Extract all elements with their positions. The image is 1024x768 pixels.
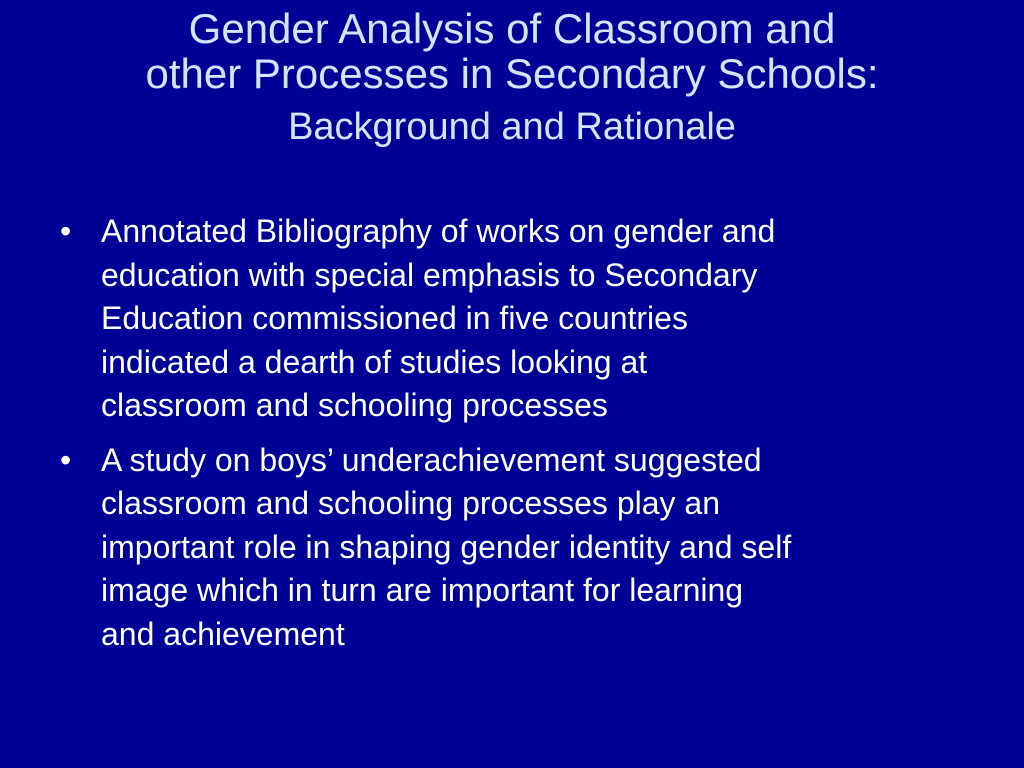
title-line-2: other Processes in Secondary Schools: (145, 50, 879, 97)
bullet-line: classroom and schooling processes (101, 387, 608, 423)
bullet-line: classroom and schooling processes play an (101, 485, 720, 521)
bullet-item-boys-study (60, 439, 1000, 657)
bullet-line: important role in shaping gender identity and self (101, 528, 792, 565)
bullet-text (101, 210, 1000, 428)
bullet-marker-icon: • (60, 213, 72, 249)
slide-title (40, 6, 984, 147)
bullet-line: and achievement (101, 615, 345, 652)
bullet-line: education with special emphasis to Secondary (101, 256, 758, 293)
title-line-1: Gender Analysis of Classroom and (188, 5, 836, 52)
title-subtitle: Background and Rationale (288, 106, 736, 148)
bullet-line: Annotated Bibliography of works on gender and (101, 213, 776, 249)
bullet-marker-icon: • (60, 441, 72, 478)
bullet-line: Education commissioned in five countries (101, 300, 688, 336)
bullet-list (60, 210, 1000, 667)
bullet-line: A study on boys’ underachievement suggested (101, 441, 762, 478)
bullet-line: image which in turn are important for learning (101, 572, 744, 608)
bullet-text (101, 439, 1000, 657)
bullet-line: indicated a dearth of studies looking at (101, 343, 648, 380)
bullet-item-bibliography (60, 210, 1000, 428)
